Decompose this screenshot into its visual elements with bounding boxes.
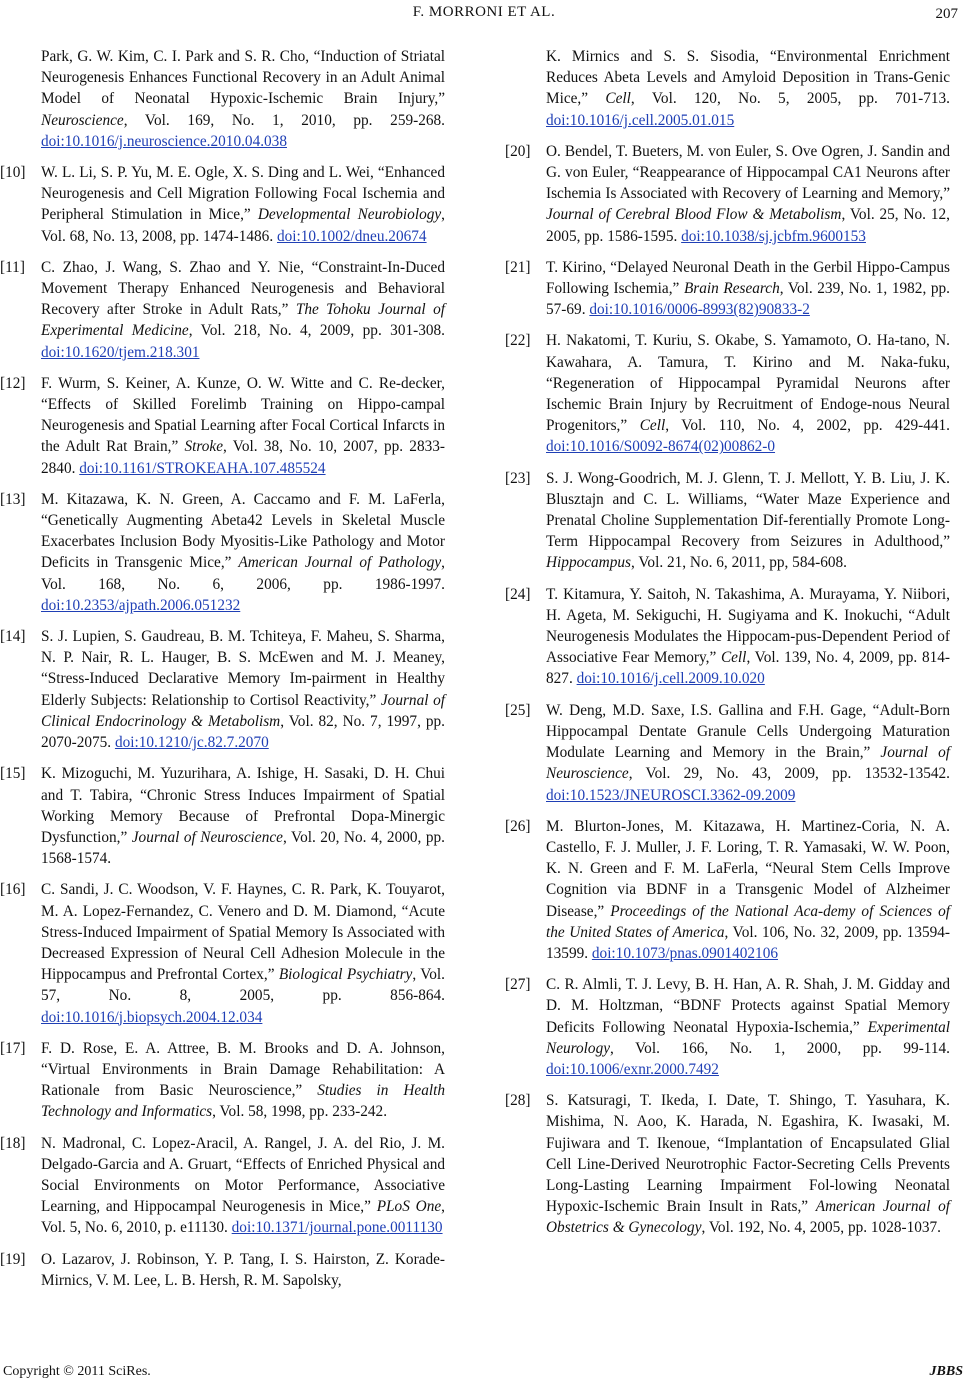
journal-title: Hippocampus [546, 554, 631, 572]
doi-link[interactable]: doi:10.1038/sj.jcbfm.9600153 [681, 227, 866, 245]
journal-title: American Journal of Pathology [238, 554, 442, 572]
reference-text: H. Nakatomi, T. Kuriu, S. Okabe, S. Yamamoto, O. Ha-tano, N. Kawahara, A. Tamura, T. Kirino and M. Naka-fuku, “Regeneration of Hippocampal Pyramidal Neurons after Ischemic Brain Injury by Recruitment of Endoge-nous Neural Progenitors,” [546, 332, 950, 435]
doi-link[interactable]: doi:10.1371/journal.pone.0011130 [231, 1219, 443, 1237]
reference-continuation [0, 46, 445, 152]
journal-title: Developmental Neurobiology [257, 206, 442, 224]
doi-link[interactable]: doi:10.2353/ajpath.2006.051232 [41, 596, 241, 614]
reference-text: , Vol. 120, No. 5, 2005, pp. 701-713. [630, 90, 950, 108]
reference-text: Park, G. W. Kim, C. I. Park and S. R. Cho, “Induction of Striatal Neurogenesis Enhances Functional Recovery in an Adult Animal Model of Neonatal Hypoxic-Ischemic Brain Injury,” [41, 48, 445, 108]
doi-link[interactable]: doi:10.1006/exnr.2000.7492 [546, 1060, 719, 1078]
doi-link[interactable]: doi:10.1016/j.biopsych.2004.12.034 [41, 1008, 263, 1026]
doi-link[interactable]: doi:10.1620/tjem.218.301 [41, 343, 200, 361]
reference-number: [24] [505, 585, 531, 603]
journal-title: Journal of Neuroscience [546, 744, 950, 783]
reference-entry [505, 700, 950, 806]
reference-text: , Vol. 21, No. 6, 2011, pp, 584-608. [630, 554, 847, 572]
journal-title: Brain Research [683, 280, 780, 298]
reference-number: [28] [505, 1092, 531, 1110]
reference-entry [505, 468, 950, 574]
reference-number: [18] [0, 1134, 26, 1152]
journal-title: Cell [639, 417, 666, 435]
journal-title: Biological Psychiatry [278, 966, 413, 984]
doi-link[interactable]: doi:10.1016/j.cell.2005.01.015 [546, 111, 735, 129]
journal-abbrev: JBBS [929, 1364, 963, 1379]
reference-text: , Vol. 38, No. 10, 2007, pp. 2833-2840. [41, 438, 445, 477]
reference-text: T. Kirino, “Delayed Neuronal Death in the Gerbil Hippo-Campus Following Ischemia,” [546, 258, 950, 298]
reference-number: [16] [0, 881, 26, 899]
journal-title: PLoS One [376, 1198, 442, 1216]
doi-link[interactable]: doi:10.1016/S0092-8674(02)00862-0 [546, 438, 776, 456]
reference-text: O. Bendel, T. Bueters, M. von Euler, S. Ove Ogren, J. Sandin and G. von Euler, “Reappearance of Hippocampal CA1 Neurons after Ischemia Is Associated with Recovery of Learning and Memory,” [546, 142, 950, 203]
reference-text: , Vol. 82, No. 7, 1997, pp. 2070-2075. [41, 712, 445, 752]
page-header [0, 2, 968, 26]
reference-text: , Vol. 110, No. 4, 2002, pp. 429-441. [665, 417, 950, 435]
doi-link[interactable]: doi:10.1002/dneu.20674 [276, 227, 427, 245]
reference-text: , Vol. 166, No. 1, 2000, pp. 99-114. [610, 1039, 950, 1057]
reference-text: , Vol. 139, No. 4, 2009, pp. 814-827. [546, 649, 950, 688]
reference-text: , Vol. 5, No. 6, 2010, p. e11130. [41, 1198, 445, 1237]
journal-title: Studies in Health Technology and Informatics [41, 1082, 445, 1121]
journal-title: Experimental Neurology [546, 1018, 950, 1057]
reference-entry [0, 489, 445, 616]
reference-text: C. Zhao, J. Wang, S. Zhao and Y. Nie, “Constraint-In-Duced Movement Therapy Enhanced Neurogenesis and Behavioral Recovery after Stroke in Adult Rats,” [41, 258, 445, 319]
reference-text: , Vol. 169, No. 1, 2010, pp. 259-268. [123, 111, 445, 129]
doi-link[interactable]: doi:10.1073/pnas.0901402106 [591, 944, 779, 962]
reference-text: K. Mirnics and S. S. Sisodia, “Environmental Enrichment Reduces Abeta Levels and Amyloid Deposition in Trans-Genic Mice,” [546, 48, 950, 108]
reference-text: M. Kitazawa, K. N. Green, A. Caccamo and F. M. LaFerla, “Genetically Augmenting Abeta42 Levels in Skeletal Muscle Exacerbates Inclusion Body Myositis-Like Pathology and Motor Deficits in Transgenic Mice,” [41, 490, 445, 572]
reference-number: [19] [0, 1250, 26, 1268]
reference-number: [21] [505, 258, 531, 276]
reference-number: [17] [0, 1039, 26, 1057]
journal-title: Stroke [184, 438, 223, 456]
running-head-authors: F. MORRONI ET AL. [412, 4, 556, 20]
reference-text: F. Wurm, S. Keiner, A. Kunze, O. W. Witte and C. Re-decker, “Effects of Skilled Forelimb Training on Hippo-campal Neurogenesis and Spatial Learning after Focal Cortical Infarcts in the Adult Rat Brain,” [41, 374, 445, 456]
reference-text: C. Sandi, J. C. Woodson, V. F. Haynes, C. R. Park, K. Touyarot, M. A. Lopez-Fernandez, C. Venero and D. M. Diamond, “Acute Stress-Induced Impairment of Spatial Memory Is Associated with Decreased Expression of Neural Cell Adhesion Molecule in the Hippocampus and Prefrontal Cortex,” [41, 881, 445, 984]
reference-entry [505, 584, 950, 690]
reference-text: F. D. Rose, E. A. Attree, B. M. Brooks and D. A. Johnson, “Virtual Environments in Brain Damage Rehabilitation: A Rationale from Basic Neuroscience,” [41, 1039, 445, 1100]
doi-link[interactable]: doi:10.1016/j.neuroscience.2010.04.038 [41, 132, 287, 150]
page-number: 207 [935, 6, 958, 22]
reference-text: , Vol. 68, No. 13, 2008, pp. 1474-1486. [41, 206, 445, 245]
reference-text: , Vol. 168, No. 6, 2006, pp. 1986-1997. [41, 554, 445, 593]
reference-text: K. Mizoguchi, M. Yuzurihara, A. Ishige, H. Sasaki, D. H. Chui and T. Tabira, “Chronic Stress Induces Impairment of Spatial Working Memory Because of Prefrontal Dopa-Minergic Dysfunction,” [41, 765, 445, 846]
reference-entry [505, 257, 950, 321]
reference-number: [22] [505, 332, 531, 350]
reference-number: [14] [0, 628, 26, 646]
reference-text: , Vol. 192, No. 4, 2005, pp. 1028-1037. [701, 1219, 942, 1237]
reference-entry [0, 373, 445, 479]
journal-title: Proceedings of the National Aca-demy of Sciences of the United States of America [546, 902, 951, 941]
reference-entry [505, 141, 950, 247]
reference-text: S. J. Wong-Goodrich, M. J. Glenn, T. J. Mellott, Y. B. Liu, J. K. Blusztajn and C. L. Williams, “Water Maze Experience and Prenatal Choline Supplementation Dif-ferentially Promote Long-Term Hippocampal Recovery from Seizures in Adulthood,” [546, 469, 950, 551]
reference-number: [25] [505, 701, 531, 719]
reference-text: , Vol. 20, No. 4, 2000, pp. 1568-1574. [41, 828, 445, 868]
reference-number: [13] [0, 490, 26, 508]
reference-text: S. Katsuragi, T. Ikeda, I. Date, T. Shingo, T. Yasuhara, K. Mishima, N. Aoo, K. Harada, N. Egashira, K. Iwasaki, M. Fujiwara and T. Ikenoue, “Implantation of Encapsulated Glial Cell Line-Derived Neurotrophic Factor-Secreting Cells Prevents Long-Lasting Learning Impairment Fol-lowing Neonatal Hypoxic-Ischemic Brain Insult in Rats,” [546, 1092, 950, 1216]
reference-number: [10] [0, 164, 26, 182]
reference-text: O. Lazarov, J. Robinson, Y. P. Tang, I. S. Hairston, Z. Korade-Mirnics, V. M. Lee, L. B. Hersh, R. M. Sapolsky, [41, 1250, 445, 1289]
reference-text: S. J. Lupien, S. Gaudreau, B. M. Tchiteya, F. Maheu, S. Sharma, N. P. Nair, R. L. Hauger, B. S. McEwen and M. J. Meaney, “Stress-Induced Declarative Memory Im-pairment in Healthy Elderly Subjects: Relationship to Cortisol Reactivity,” [41, 628, 445, 709]
reference-number: [23] [505, 469, 531, 487]
journal-title: The Tohoku Journal of Experimental Medicine [41, 301, 445, 340]
reference-entry [0, 1038, 445, 1123]
reference-text: , Vol. 57, No. 8, 2005, pp. 856-864. [41, 966, 445, 1005]
doi-link[interactable]: doi:10.1016/j.cell.2009.10.020 [576, 670, 765, 688]
reference-entry [0, 879, 445, 1027]
reference-number: [27] [505, 976, 531, 994]
doi-link[interactable]: doi:10.1210/jc.82.7.2070 [114, 734, 269, 752]
journal-title: Journal of Clinical Endocrinology & Metabolism [41, 691, 446, 730]
reference-entry [505, 816, 950, 964]
reference-entry [505, 1090, 950, 1238]
reference-text: T. Kitamura, Y. Saitoh, N. Takashima, A. Murayama, Y. Niibori, H. Ageta, M. Sekiguchi, H. Sugiyama and K. Inokuchi, “Adult Neurogenesis Modulates the Hippocam-pus-Dependent Period of Associative Fear Memory,” [546, 585, 950, 667]
journal-title: Journal of Cerebral Blood Flow & Metabolism [546, 206, 842, 224]
journal-title: Cell [720, 649, 747, 667]
reference-number: [11] [0, 258, 25, 276]
journal-title: Neuroscience [41, 111, 124, 129]
journal-title: American Journal of Obstetrics & Gynecology [546, 1198, 950, 1237]
doi-link[interactable]: doi:10.1016/0006-8993(82)90833-2 [589, 301, 810, 319]
reference-entry [505, 330, 950, 457]
reference-entry [0, 162, 445, 247]
journal-title: Cell [605, 90, 631, 108]
reference-entry [505, 974, 950, 1080]
reference-text: , Vol. 25, No. 12, 2005, pp. 1586-1595. [546, 206, 950, 245]
copyright-notice: Copyright © 2011 SciRes. [3, 1364, 151, 1379]
reference-column-left [0, 46, 445, 1301]
reference-continuation [505, 46, 950, 131]
reference-text: W. L. Li, S. P. Yu, M. E. Ogle, X. S. Ding and L. Wei, “Enhanced Neurogenesis and Cell Migration Following Focal Ischemia and Peripheral Stimulation in Mice,” [41, 164, 445, 224]
reference-text: , Vol. 58, 1998, pp. 233-242. [212, 1103, 388, 1121]
reference-number: [26] [505, 817, 531, 835]
reference-entry [0, 257, 445, 363]
reference-text: , Vol. 239, No. 1, 1982, pp. 57-69. [546, 280, 951, 319]
reference-entry [0, 626, 445, 753]
reference-number: [15] [0, 765, 26, 783]
reference-number: [12] [0, 374, 26, 392]
reference-text: , Vol. 106, No. 32, 2009, pp. 13594-13599. [546, 923, 950, 962]
reference-entry [0, 1133, 445, 1239]
reference-text: W. Deng, M.D. Saxe, I.S. Gallina and F.H. Gage, “Adult-Born Hippocampal Dentate Granule Cells Undergoing Maturation Modulate Learning and Memory in the Brain,” [546, 701, 950, 762]
reference-text: , Vol. 218, No. 4, 2009, pp. 301-308. [188, 322, 445, 340]
reference-text: C. R. Almli, T. J. Levy, B. H. Han, A. R. Shah, J. M. Gidday and D. M. Holtzman, “BDNF Protects against Spatial Memory Deficits Following Neonatal Hypoxia-Ischemia,” [546, 976, 950, 1036]
reference-entry [0, 763, 445, 869]
reference-number: [20] [505, 142, 531, 160]
doi-link[interactable]: doi:10.1523/JNEUROSCI.3362-09.2009 [546, 786, 796, 804]
doi-link[interactable]: doi:10.1161/STROKEAHA.107.485524 [79, 459, 326, 477]
reference-text: , Vol. 29, No. 43, 2009, pp. 13532-13542. [628, 765, 950, 783]
reference-text: N. Madronal, C. Lopez-Aracil, A. Rangel, J. A. del Rio, J. M. Delgado-Garcia and A. Gruart, “Effects of Enriched Physical and Social Environments on Motor Performance, Associative Learning, and Hippocampal Neurogenesis in Mice,” [41, 1134, 445, 1216]
reference-entry [0, 1249, 445, 1291]
reference-text: M. Blurton-Jones, M. Kitazawa, H. Martinez-Coria, N. A. Castello, F. J. Muller, J. F. Loring, T. R. Yamasaki, W. W. Poon, K. N. Green and F. M. LaFerla, “Neural Stem Cells Improve Cognition via BDNF in a Transgenic Model of Alzheimer Disease,” [546, 817, 950, 920]
reference-column-right [505, 46, 950, 1249]
journal-title: Journal of Neuroscience [131, 828, 283, 846]
